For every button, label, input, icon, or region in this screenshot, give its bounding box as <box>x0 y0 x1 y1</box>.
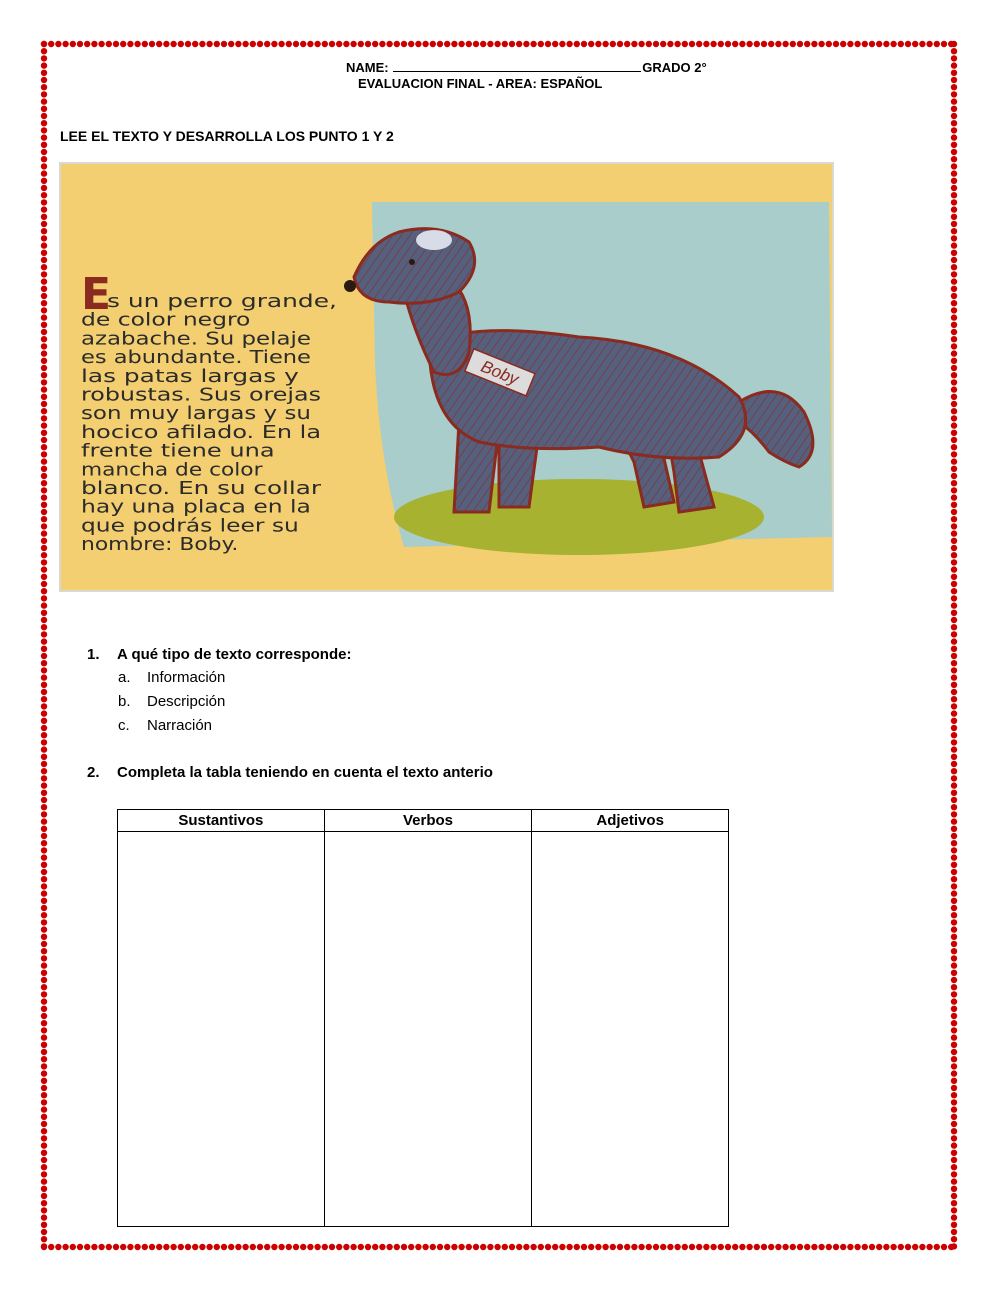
description-line: hocico afilado. En la <box>81 421 321 443</box>
description-line: blanco. En su collar <box>81 478 322 499</box>
description-line: nombre: Boby. <box>81 534 239 556</box>
header-adjetivos: Adjetivos <box>532 810 729 832</box>
description-text-block <box>81 269 337 555</box>
verbos-answer-cell[interactable] <box>324 832 532 1227</box>
description-line: es abundante. Tiene <box>81 347 311 369</box>
description-initial-letter: E <box>81 269 112 320</box>
header-verbos: Verbos <box>324 810 532 832</box>
description-line: que podrás leer su <box>81 515 299 537</box>
adjetivos-answer-cell[interactable] <box>532 832 729 1227</box>
description-line: robustas. Sus orejas <box>81 384 321 406</box>
description-line: de color negro <box>81 309 251 331</box>
question-2-title: Completa la tabla teniendo en cuenta el texto anterio <box>117 764 493 781</box>
description-line: mancha de color <box>81 459 264 481</box>
header-sustantivos: Sustantivos <box>118 810 325 832</box>
white-forehead-patch <box>416 230 452 250</box>
exam-subtitle: EVALUACION FINAL - AREA: ESPAÑOL <box>358 76 603 91</box>
name-blank-line[interactable] <box>393 59 641 72</box>
instruction-text: LEE EL TEXTO Y DESARROLLA LOS PUNTO 1 Y 2 <box>60 128 394 144</box>
option-letter: a. <box>118 669 131 686</box>
option-text: Narración <box>147 717 213 734</box>
description-line: s un perro grande, <box>107 291 337 312</box>
description-line: las patas largas y <box>81 365 300 387</box>
description-line: hay una placa en la <box>81 496 311 518</box>
description-line: azabache. Su pelaje <box>81 328 311 350</box>
question-1-title: A qué tipo de texto corresponde: <box>117 646 352 663</box>
question-2-number: 2. <box>87 764 100 781</box>
description-line: frente tiene una <box>81 440 275 462</box>
dog-description-picture <box>59 162 834 592</box>
name-grade-header <box>346 59 707 75</box>
option-text: Información <box>147 669 226 686</box>
option-c[interactable] <box>118 717 212 734</box>
description-line: son muy largas y su <box>81 403 311 425</box>
dog-nose <box>344 280 356 292</box>
grade-label: GRADO 2° <box>642 60 707 75</box>
word-classification-table <box>117 809 729 1227</box>
option-letter: c. <box>118 717 130 734</box>
dog-eye <box>409 259 415 265</box>
collar-tag-label: Boby <box>478 356 522 389</box>
option-a[interactable] <box>118 669 225 686</box>
sustantivos-answer-cell[interactable] <box>118 832 325 1227</box>
question-1-number: 1. <box>87 646 100 663</box>
option-text: Descripción <box>147 693 226 710</box>
option-letter: b. <box>118 693 131 710</box>
option-b[interactable] <box>118 693 225 710</box>
name-label: NAME: <box>346 60 389 75</box>
